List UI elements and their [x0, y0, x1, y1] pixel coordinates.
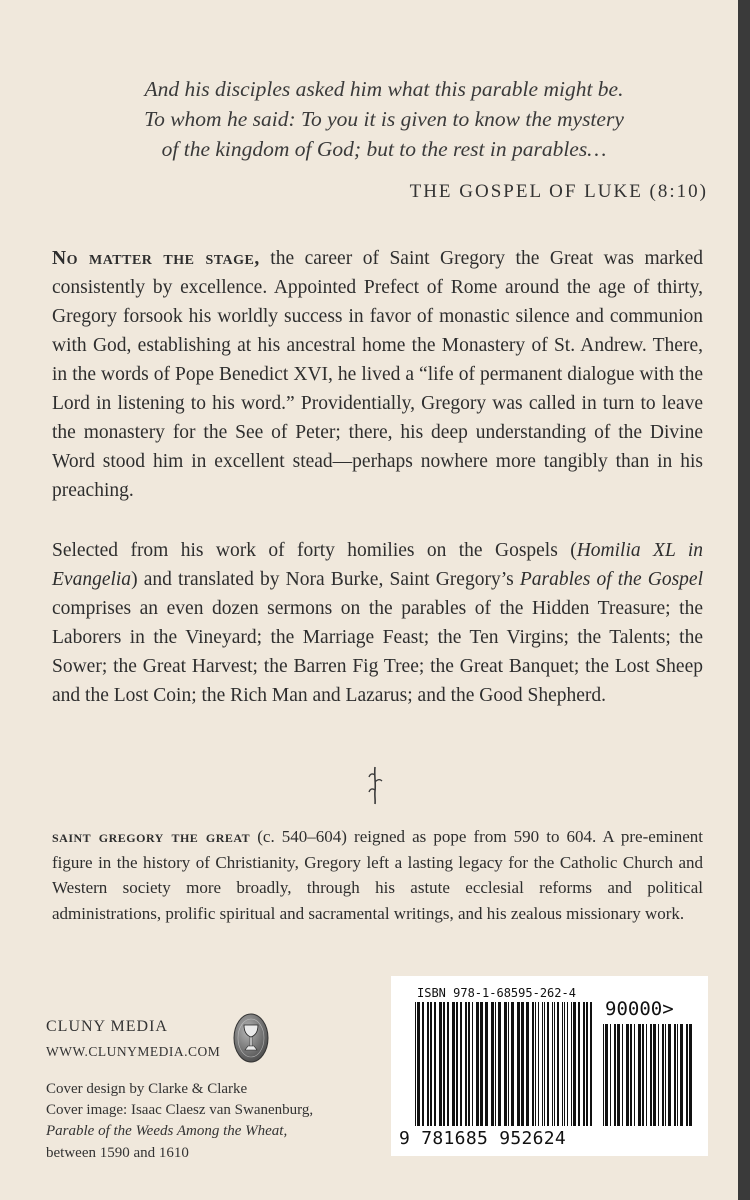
- cover-design-credit: Cover design by Clarke & Clarke: [46, 1081, 248, 1097]
- cover-image-credit: Cover image: Isaac Claesz van Swanenburg,: [46, 1102, 314, 1119]
- isbn-number: ISBN 978-1-68595-262-4: [417, 986, 576, 1000]
- epigraph-source: THE GOSPEL OF LUKE (8:10): [409, 181, 708, 202]
- description-text: ) and translated by Nora Burke, Saint Gregory’s: [131, 569, 520, 590]
- description-paragraph-1: [52, 244, 703, 505]
- book-title: Parables of the Gospel: [519, 569, 703, 590]
- barcode-panel: [391, 976, 708, 1156]
- publisher-website: WWW.CLUNYMEDIA.COM: [46, 1044, 221, 1059]
- price-code: 90000>: [605, 998, 674, 1020]
- latin-title: Homilia XL in Evangelia: [52, 540, 703, 590]
- ean-digits: 9 781685 952624: [399, 1128, 567, 1149]
- cover-image-date: between 1590 and 1610: [46, 1144, 189, 1161]
- sprig-ornament-icon: [366, 765, 384, 805]
- chalice-logo-icon: [232, 1012, 270, 1064]
- addon-barcode: [603, 1024, 695, 1126]
- epigraph-line: And his disciples asked him what this parable might be.: [144, 77, 624, 101]
- publisher-name: CLUNY MEDIA: [46, 1018, 168, 1035]
- author-bio: [52, 824, 703, 926]
- description-lead: No matter the stage,: [52, 248, 260, 269]
- description-body: the career of Saint Gregory the Great was marked consistently by excellence. Appointed Prefect of Rome around the age of thirty, Gregory forsook his worldly success in favor of monastic silence and communion with God, establishing at his ancestral home the Monastery of St. Andrew. There, in the words of Pope Benedict XVI, he lived a “life of permanent dialogue with the Lord in listening to his word.” Providentially, Gregory was called in turn to leave the monastery for the See of Peter; there, his deep understanding of the Divine Word stood him in excellent stead—perhaps nowhere more tangibly than in his preaching.: [52, 248, 703, 501]
- cover-credits: [46, 1079, 313, 1164]
- description-text: Selected from his work of forty homilies on the Gospels (: [52, 540, 577, 561]
- epigraph-line: of the kingdom of God; but to the rest in parables…: [161, 137, 607, 161]
- author-bio-text: (c. 540–604) reigned as pope from 590 to 604. A pre-eminent figure in the history of Christianity, Gregory left a lasting legacy for the Catholic Church and Western society more broadly, through his astute ecclesial reforms and political administrations, prolific spiritual and sacramental writings, and his zealous missionary work.: [52, 827, 703, 923]
- epigraph-line: To whom he said: To you it is given to know the mystery: [144, 107, 624, 131]
- author-name: saint gregory the great: [52, 827, 251, 846]
- cover-image-title: Parable of the Weeds Among the Wheat,: [46, 1123, 288, 1140]
- epigraph: [60, 74, 708, 164]
- cover-edge: [738, 0, 750, 1200]
- description-text: comprises an even dozen sermons on the parables of the Hidden Treasure; the Laborers in the Vineyard; the Marriage Feast; the Ten Virgins; the Talents; the Sower; the Great Harvest; the Barren Fig Tree; the Great Banquet; the Lost Sheep and the Lost Coin; the Rich Man and Lazarus; and the Good Shepherd.: [52, 598, 703, 706]
- ean-barcode: [415, 1002, 595, 1126]
- description-paragraph-2: [52, 536, 703, 710]
